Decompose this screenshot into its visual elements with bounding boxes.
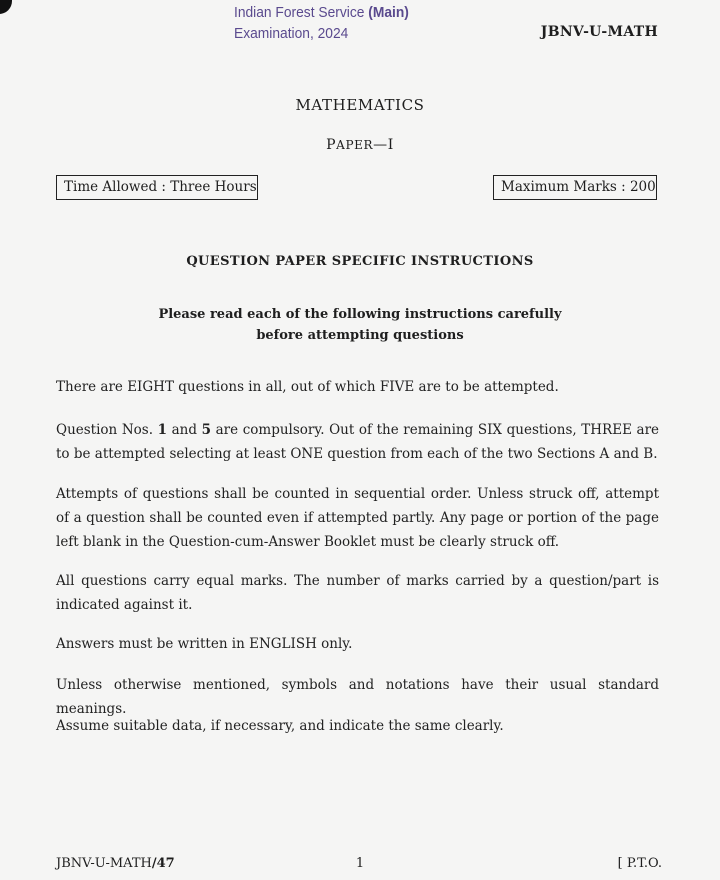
lead-line-2: before attempting questions [256, 328, 464, 343]
time-allowed-box: Time Allowed : Three Hours [56, 175, 258, 200]
stamp-line-1 [234, 2, 409, 23]
instructions-title: QUESTION PAPER SPECIFIC INSTRUCTIONS [186, 254, 534, 269]
page-number: 1 [355, 856, 365, 871]
lead-line-1: Please read each of the following instructions carefully [158, 307, 562, 322]
instruction-2-mid: and [167, 422, 202, 438]
footer-paper-code: JBNV-U-MATH [56, 856, 152, 871]
instruction-7: Assume suitable data, if necessary, and indicate the same clearly. [56, 718, 504, 734]
instructions-lead [0, 304, 720, 346]
corner-hole-mark [0, 0, 12, 14]
instruction-4: All questions carry equal marks. The number of marks carried by a question/part is indicated against it. [56, 573, 659, 613]
instruction-3: Attempts of questions shall be counted in sequential order. Unless struck off, attempt of a question shall be counted even if attempted partly. Any page or portion of the page left blank in the Question-cum-Answer Booklet must be clearly struck off. [56, 486, 659, 550]
paper-rest: APER [336, 138, 374, 152]
instruction-2 [56, 418, 659, 466]
exam-stamp [234, 2, 409, 44]
stamp-line-2: Examination, 2024 [234, 25, 349, 42]
stamp-main: (Main) [368, 4, 409, 21]
instruction-1: There are EIGHT questions in all, out of which FIVE are to be attempted. [56, 379, 559, 395]
instruction-5: Answers must be written in ENGLISH only. [56, 636, 353, 652]
paper-number [0, 137, 720, 153]
paper-dash: —I [373, 137, 394, 153]
stamp-service: Indian Forest Service [234, 4, 369, 21]
question-one: 1 [157, 422, 168, 438]
paper-initial: P [326, 137, 337, 153]
subject-title: MATHEMATICS [295, 96, 425, 114]
instruction-2-before: Question Nos. [56, 422, 158, 438]
paper-code: JBNV-U-MATH [540, 24, 658, 40]
footer-number: /47 [151, 856, 175, 871]
instruction-2-after: are compulsory. Out of the remaining SIX questions, THREE are to be attempted selecting at least ONE question from each of the two Sections A and B. [56, 422, 660, 462]
question-five: 5 [201, 422, 212, 438]
pto-mark: [ P.T.O. [617, 856, 662, 871]
instruction-6: Unless otherwise mentioned, symbols and notations have their usual standard meanings. [56, 677, 659, 717]
maximum-marks-box: Maximum Marks : 200 [493, 175, 657, 200]
